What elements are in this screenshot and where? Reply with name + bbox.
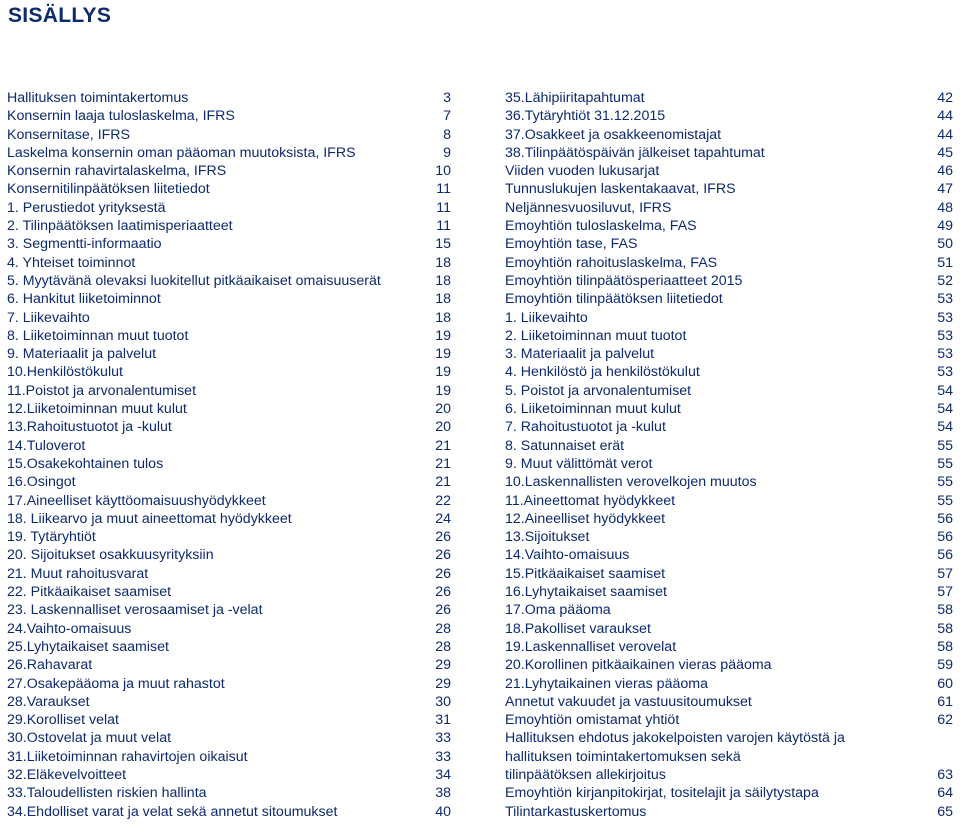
toc-entry[interactable] (7, 235, 451, 253)
toc-entry-page: 60 (937, 675, 953, 692)
toc-entry-page: 33 (435, 748, 451, 765)
toc-entry[interactable] (7, 546, 451, 564)
toc-entry-page: 53 (937, 309, 953, 326)
toc-entry-page: 7 (443, 108, 451, 125)
toc-entry-label: 33.Taloudellisten riskien hallinta (7, 785, 207, 802)
toc-entry-page: 30 (435, 693, 451, 710)
toc-entry-page: 18 (435, 309, 451, 326)
toc-entry-label: 19. Tytäryhtiöt (7, 529, 96, 546)
toc-entry-label: Emoyhtiön rahoituslaskelma, FAS (505, 254, 718, 271)
toc-entry-label: 32.Eläkevelvoitteet (7, 766, 127, 783)
toc-entry[interactable] (505, 107, 953, 125)
toc-entry[interactable] (505, 784, 953, 802)
toc-entry-label: 17.Oma pääoma (505, 602, 611, 619)
toc-entry[interactable] (505, 492, 953, 510)
toc-entry-page: 50 (937, 236, 953, 253)
toc-entry-page: 21 (435, 455, 451, 472)
toc-entry-label: 16.Lyhytaikaiset saamiset (505, 584, 667, 601)
toc-entry-label: 8. Satunnaiset erät (505, 437, 625, 454)
toc-entry-label: 34.Ehdolliset varat ja velat sekä annetut sitoumukset (7, 803, 338, 820)
toc-entry[interactable] (7, 217, 451, 235)
toc-entry[interactable] (505, 345, 953, 363)
toc-entry-label: Emoyhtiön kirjanpitokirjat, tositelajit ja säilytystapa (505, 785, 819, 802)
toc-entry-label: 16.Osingot (7, 474, 76, 491)
toc-entry[interactable] (7, 382, 451, 400)
toc-entry-page: 26 (435, 602, 451, 619)
toc-entry[interactable] (7, 528, 451, 546)
toc-entry[interactable] (7, 675, 451, 693)
toc-entry-label: 30.Ostovelat ja muut velat (7, 730, 172, 747)
toc-entry-label: 12.Aineelliset hyödykkeet (505, 510, 666, 527)
toc-entry-label: 18.Pakolliset varaukset (505, 620, 651, 637)
toc-entry-page: 38 (435, 785, 451, 802)
toc-entry-label: 6. Hankitut liiketoiminnot (7, 291, 161, 308)
toc-entry-page: 9 (443, 144, 451, 161)
toc-entry-page: 33 (435, 730, 451, 747)
toc-entry-label: Emoyhtiön tuloslaskelma, FAS (505, 218, 697, 235)
toc-entry[interactable] (7, 711, 451, 729)
toc-entry-label: 15.Pitkäaikaiset saamiset (505, 565, 666, 582)
toc-entry-label: 4. Henkilöstö ja henkilöstökulut (505, 364, 700, 381)
toc-entry[interactable] (7, 620, 451, 638)
toc-entry-page: 53 (937, 291, 953, 308)
toc-entry-page: 53 (937, 327, 953, 344)
toc-entry[interactable] (505, 711, 953, 729)
toc-entry-label: 1. Liikevaihto (505, 309, 588, 326)
toc-entry[interactable] (505, 363, 953, 381)
toc-entry[interactable] (505, 638, 953, 656)
toc-entry[interactable] (505, 675, 953, 693)
toc-entry-label: 14.Vaihto-omaisuus (505, 547, 630, 564)
toc-entry-label: 12.Liiketoiminnan muut kulut (7, 401, 187, 418)
toc-entry[interactable] (7, 473, 451, 491)
toc-entry-page: 56 (937, 510, 953, 527)
toc-entry-label: 3. Materiaalit ja palvelut (505, 346, 655, 363)
toc-entry-page: 63 (937, 766, 953, 783)
toc-entry[interactable] (7, 766, 451, 784)
toc-entry-label: Hallituksen toimintakertomus (7, 90, 189, 106)
toc-entry-page: 56 (937, 547, 953, 564)
toc-entry-page: 26 (435, 584, 451, 601)
toc-entry-page: 21 (435, 474, 451, 491)
toc-entry[interactable] (7, 309, 451, 327)
toc-entry[interactable] (505, 546, 953, 564)
toc-entry[interactable] (505, 418, 953, 436)
toc-entry[interactable] (505, 583, 953, 601)
toc-entry-label: 31.Liiketoiminnan rahavirtojen oikaisut (7, 748, 248, 765)
toc-entry-label: 11.Poistot ja arvonalentumiset (7, 382, 197, 399)
toc-entry[interactable] (505, 272, 953, 290)
toc-entry-label: 18. Liikearvo ja muut aineettomat hyödykkeet (7, 510, 292, 527)
toc-entry-label: tilinpäätöksen allekirjoitus (505, 766, 666, 783)
toc-entry[interactable] (505, 528, 953, 546)
toc-entry-label: 25.Lyhytaikaiset saamiset (7, 638, 169, 655)
toc-entry-label: Konsernitase, IFRS (7, 126, 131, 143)
toc-entry[interactable] (505, 309, 953, 327)
toc-entry-label: 9. Muut välittömät verot (505, 455, 653, 472)
toc-entry-page: 20 (435, 401, 451, 418)
toc-entry-page: 53 (937, 346, 953, 363)
toc-entry[interactable] (505, 382, 953, 400)
toc-entry-page: 34 (435, 766, 451, 783)
toc-entry-page: 55 (937, 455, 953, 472)
toc-left-column (7, 89, 451, 821)
toc-entry[interactable] (7, 583, 451, 601)
toc-entry-label: 5. Myytävänä olevaksi luokitellut pitkäaikaiset omaisuuserät (7, 272, 381, 289)
toc-entry[interactable] (505, 766, 953, 784)
toc-entry-label: Emoyhtiön tase, FAS (505, 236, 638, 253)
toc-entry-label: 7. Rahoitustuotot ja -kulut (505, 419, 666, 436)
toc-entry-page: 57 (937, 565, 953, 582)
toc-entry-page: 46 (937, 163, 953, 180)
toc-entry-page: 10 (435, 163, 451, 180)
toc-entry-page: 49 (937, 218, 953, 235)
toc-entry-page: 11 (436, 218, 451, 235)
toc-entry[interactable] (505, 565, 953, 583)
toc-entry-page: 48 (937, 199, 953, 216)
toc-entry[interactable] (505, 473, 953, 491)
toc-entry-label: Konsernin laaja tuloslaskelma, IFRS (7, 108, 235, 125)
toc-entry[interactable] (7, 290, 451, 308)
toc-entry-label: 15.Osakekohtainen tulos (7, 455, 164, 472)
toc-entry[interactable] (7, 784, 451, 802)
toc-entry-label: Emoyhtiön tilinpäätösperiaatteet 2015 (505, 272, 743, 289)
toc-entry[interactable] (505, 290, 953, 308)
toc-entry-label: 38.Tilinpäätöspäivän jälkeiset tapahtumat (505, 144, 765, 161)
toc-entry[interactable] (7, 565, 451, 583)
toc-entry[interactable] (505, 89, 953, 107)
toc-entry-page: 19 (435, 327, 451, 344)
toc-entry-label: Neljännesvuosiluvut, IFRS (505, 199, 672, 216)
toc-entry-label: 11.Aineettomat hyödykkeet (505, 492, 676, 509)
toc-entry-page: 51 (937, 254, 953, 271)
toc-entry-label: Tilintarkastuskertomus (505, 803, 647, 820)
toc-entry-page: 42 (937, 90, 953, 106)
toc-entry-label: 20. Sijoitukset osakkuusyrityksiin (7, 547, 214, 564)
toc-entry-page: 20 (435, 419, 451, 436)
toc-entry[interactable] (7, 656, 451, 674)
toc-entry-page: 64 (937, 785, 953, 802)
toc-entry-page: 40 (435, 803, 451, 820)
toc-entry[interactable] (7, 199, 451, 217)
toc-entry[interactable] (505, 126, 953, 144)
toc-entry[interactable] (7, 327, 451, 345)
toc-entry-label: Konsernin rahavirtalaskelma, IFRS (7, 163, 227, 180)
toc-entry-page: 56 (937, 529, 953, 546)
toc-entry-label: 13.Rahoitustuotot ja -kulut (7, 419, 172, 436)
toc-entry-page: 18 (435, 272, 451, 289)
toc-entry-page: 15 (435, 236, 451, 253)
toc-entry[interactable] (505, 437, 953, 455)
toc-entry[interactable] (7, 180, 451, 198)
toc-entry[interactable] (505, 180, 953, 198)
toc-entry-page: 11 (436, 199, 451, 216)
toc-entry-label: Emoyhtiön tilinpäätöksen liitetiedot (505, 291, 723, 308)
toc-entry[interactable] (7, 162, 451, 180)
toc-entry[interactable] (7, 254, 451, 272)
toc-entry-label: 36.Tytäryhtiöt 31.12.2015 (505, 108, 666, 125)
toc-entry[interactable] (7, 492, 451, 510)
toc-entry-page: 45 (937, 144, 953, 161)
toc-entry-label: 2. Tilinpäätöksen laatimisperiaatteet (7, 218, 233, 235)
toc-entry-label: 1. Perustiedot yrityksestä (7, 199, 166, 216)
toc-entry-page: 29 (435, 657, 451, 674)
toc-entry-label: 14.Tuloverot (7, 437, 86, 454)
toc-entry-page: 8 (443, 126, 451, 143)
toc-entry-label: Annetut vakuudet ja vastuusitoumukset (505, 693, 752, 710)
toc-entry[interactable] (7, 693, 451, 711)
toc-entry-page: 47 (937, 181, 953, 198)
toc-entry[interactable] (505, 693, 953, 711)
toc-entry-page: 54 (937, 401, 953, 418)
toc-entry-page: 21 (435, 437, 451, 454)
toc-entry[interactable] (7, 455, 451, 473)
toc-entry-label: 21. Muut rahoitusvarat (7, 565, 149, 582)
toc-entry-page: 55 (937, 474, 953, 491)
toc-entry-label: 2. Liiketoiminnan muut tuotot (505, 327, 687, 344)
toc-entry[interactable] (505, 235, 953, 253)
toc-entry-label: 22. Pitkäaikaiset saamiset (7, 584, 172, 601)
toc-entry-page: 62 (937, 712, 953, 729)
toc-entry-page: 28 (435, 620, 451, 637)
toc-entry-page: 18 (435, 254, 451, 271)
toc-entry[interactable] (7, 89, 451, 107)
toc-entry-label: Tunnuslukujen laskentakaavat, IFRS (505, 181, 736, 198)
toc-entry-page: 22 (435, 492, 451, 509)
toc-entry-page: 55 (937, 492, 953, 509)
toc-entry-label: 26.Rahavarat (7, 657, 93, 674)
toc-entry-label: 10.Laskennallisten verovelkojen muutos (505, 474, 757, 491)
toc-entry-page: 61 (937, 693, 953, 710)
toc-entry-page: 58 (937, 602, 953, 619)
toc-entry[interactable] (505, 455, 953, 473)
toc-entry[interactable] (7, 363, 451, 381)
toc-entry-page: 55 (937, 437, 953, 454)
toc-entry-label: Konsernitilinpäätöksen liitetiedot (7, 181, 210, 198)
page-title: SISÄLLYS (8, 4, 112, 27)
toc-entry[interactable] (505, 729, 953, 766)
toc-entry-page: 59 (937, 657, 953, 674)
toc-entry-label: 8. Liiketoiminnan muut tuotot (7, 327, 189, 344)
toc-entry[interactable] (505, 510, 953, 528)
toc-entry-page: 57 (937, 584, 953, 601)
toc-entry[interactable] (7, 126, 451, 144)
toc-entry[interactable] (7, 729, 451, 747)
toc-entry-page: 54 (937, 419, 953, 436)
toc-entry[interactable] (7, 437, 451, 455)
toc-entry[interactable] (7, 107, 451, 125)
toc-entry[interactable] (505, 217, 953, 235)
toc-entry-label: 19.Laskennalliset verovelat (505, 638, 677, 655)
toc-entry[interactable] (505, 254, 953, 272)
toc-entry-label: 23. Laskennalliset verosaamiset ja -velat (7, 602, 263, 619)
toc-entry-label: 28.Varaukset (7, 693, 90, 710)
toc-entry-page: 26 (435, 547, 451, 564)
toc-entry-label: 20.Korollinen pitkäaikainen vieras pääoma (505, 657, 772, 674)
toc-entry[interactable] (505, 803, 953, 821)
toc-entry-page: 19 (435, 382, 451, 399)
toc-entry-page: 26 (435, 565, 451, 582)
toc-entry[interactable] (7, 144, 451, 162)
toc-entry-label: 24.Vaihto-omaisuus (7, 620, 132, 637)
toc-entry-label: 17.Aineelliset käyttöomaisuushyödykkeet (7, 492, 266, 509)
toc-entry-page: 19 (435, 346, 451, 363)
toc-entry-label: Laskelma konsernin oman pääoman muutoksista, IFRS (7, 144, 356, 161)
toc-entry-label: Viiden vuoden lukusarjat (505, 163, 660, 180)
toc-entry-label: 6. Liiketoiminnan muut kulut (505, 401, 681, 418)
toc-entry[interactable] (7, 803, 451, 821)
toc-entry-label: 27.Osakepääoma ja muut rahastot (7, 675, 225, 692)
toc-entry-page: 58 (937, 620, 953, 637)
toc-entry-label: 5. Poistot ja arvonalentumiset (505, 382, 692, 399)
toc-entry[interactable] (505, 199, 953, 217)
toc-entry-page: 18 (435, 291, 451, 308)
toc-entry[interactable] (505, 327, 953, 345)
toc-entry[interactable] (7, 638, 451, 656)
toc-entry[interactable] (7, 272, 451, 290)
toc-entry-page: 19 (435, 364, 451, 381)
toc-entry-label: 35.Lähipiiritapahtumat (505, 90, 645, 106)
toc-entry-page: 28 (435, 638, 451, 655)
toc-entry-label: Emoyhtiön omistamat yhtiöt (505, 712, 680, 729)
toc-entry-label: 7. Liikevaihto (7, 309, 90, 326)
toc-entry[interactable] (7, 400, 451, 418)
toc-entry[interactable] (505, 656, 953, 674)
toc-entry[interactable] (7, 510, 451, 528)
toc-entry[interactable] (505, 162, 953, 180)
toc-entry-page: 58 (937, 638, 953, 655)
toc-entry-page: 44 (937, 108, 953, 125)
toc-entry-label: 21.Lyhytaikainen vieras pääoma (505, 675, 708, 692)
toc-right-column (505, 89, 953, 821)
toc-entry-label: 3. Segmentti-informaatio (7, 236, 162, 253)
toc-entry[interactable] (7, 345, 451, 363)
toc-entry-label: 10.Henkilöstökulut (7, 364, 123, 381)
toc-entry[interactable] (505, 400, 953, 418)
toc-entry-page: 29 (435, 675, 451, 692)
toc-entry-page: 3 (443, 90, 451, 106)
toc-entry-page: 44 (937, 126, 953, 143)
toc-entry-label: 37.Osakkeet ja osakkeenomistajat (505, 126, 722, 143)
toc-entry-page: 11 (436, 181, 451, 198)
toc-entry-page: 26 (435, 529, 451, 546)
toc-entry-page: 54 (937, 382, 953, 399)
toc-entry[interactable] (505, 620, 953, 638)
toc-entry-label: Hallituksen ehdotus jakokelpoisten varojen käytöstä ja hallituksen toimintakertomuksen sekä (505, 730, 845, 765)
toc-entry-page: 53 (937, 364, 953, 381)
toc-entry-label: 29.Korolliset velat (7, 712, 119, 729)
toc-entry[interactable] (505, 601, 953, 619)
toc-entry-label: 4. Yhteiset toiminnot (7, 254, 136, 271)
toc-entry-page: 52 (937, 272, 953, 289)
toc-entry-page: 24 (435, 510, 451, 527)
toc-entry[interactable] (7, 418, 451, 436)
toc-entry[interactable] (505, 144, 953, 162)
toc-entry-page: 31 (435, 712, 451, 729)
toc-entry[interactable] (7, 601, 451, 619)
toc-entry-page: 65 (937, 803, 953, 820)
toc-entry[interactable] (7, 748, 451, 766)
toc-entry-label: 9. Materiaalit ja palvelut (7, 346, 157, 363)
toc-entry-label: 13.Sijoitukset (505, 529, 590, 546)
